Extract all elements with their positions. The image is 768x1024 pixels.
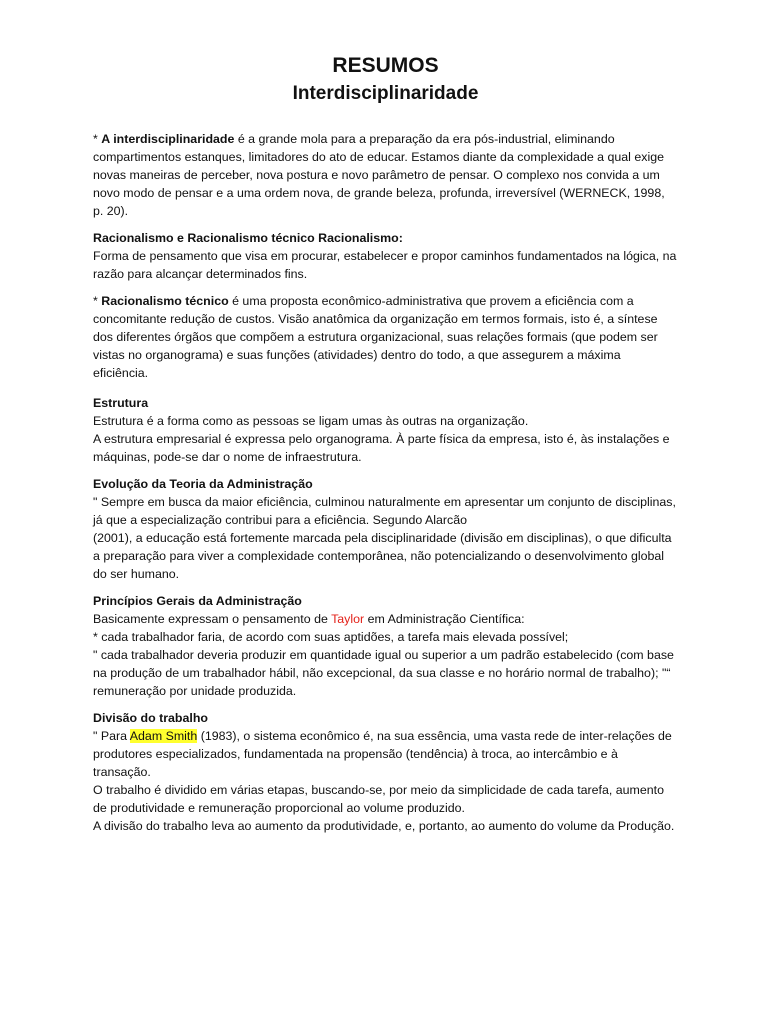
divisao-heading: Divisão do trabalho (93, 711, 208, 725)
racionalismo-tecnico-text: é uma proposta econômico-administrativa que provem a eficiência com a concomitante redução de custos. Visão anatômica da organização em termos formais, isto é, a síntese dos diferentes órgãos que compõem a estrutura organizacional, suas relações formais (que podem ser vistas no organograma) e suas funções (atividades) dentro do todo, a que assegurem a máxima eficiência. (93, 294, 658, 380)
racionalismo-tecnico-lead: Racionalismo técnico (101, 294, 229, 308)
principios-line-3: " cada trabalhador deveria produzir em quantidade igual ou superior a um padrão estabelecido (com base na produção de um trabalhador hábil, não excepcional, da sua classe e no horário normal de trabalho); "“ remuneração por unidade produzida. (93, 648, 674, 698)
divisao-line-2: O trabalho é dividido em várias etapas, buscando-se, por meio da simplicidade de cada tarefa, aumento de produtividade e remuneração proporcional ao volume produzido. (93, 783, 664, 815)
racionalismo-tecnico-prefix: * (93, 294, 102, 308)
intro-lead: A interdisciplinaridade (101, 132, 235, 146)
principios-heading: Princípios Gerais da Administração (93, 594, 302, 608)
principios-line-2: * cada trabalhador faria, de acordo com suas aptidões, a tarefa mais elevada possível; (93, 630, 569, 644)
racionalismo-heading: Racionalismo e Racionalismo técnico Racionalismo: (93, 231, 403, 245)
intro-text: é a grande mola para a preparação da era pós-industrial, eliminando compartimentos estanques, limitadores do ato de educar. Estamos diante da complexidade a qual exige novas maneiras de perceber, nova postura e novo parâmetro de pensar. O complexo nos convida a um novo modo de pensar e a uma ordem nova, de grande beleza, profunda, irreversível (WERNECK, 1998, p. 20). (93, 132, 665, 218)
document-subtitle: Interdisciplinaridade (292, 83, 479, 104)
estrutura-heading: Estrutura (93, 396, 149, 410)
evolucao-line-1: " Sempre em busca da maior eficiência, culminou naturalmente em apresentar um conjunto de disciplinas, já que a especialização contribui para a eficiência. Segundo Alarcão (93, 495, 676, 527)
divisao-line-1-after: (1983), o sistema econômico é, na sua essência, uma vasta rede de inter-relações de produtores especializados, fundamentada na propensão (tendência) à troca, ao intercâmbio e à transação. (93, 729, 672, 779)
section-evolucao (93, 475, 678, 583)
title-block (93, 52, 678, 108)
racionalismo-text: Forma de pensamento que visa em procurar, estabelecer e propor caminhos fundamentados na lógica, na razão para alcançar determinados fins. (93, 249, 677, 281)
adam-smith-highlight: Adam Smith (129, 729, 198, 743)
divisao-line-3: A divisão do trabalho leva ao aumento da produtividade, e, portanto, ao aumento do volume da Produção. (93, 819, 675, 833)
evolucao-line-2: (2001), a educação está fortemente marcada pela disciplinaridade (divisão em disciplinas), o que dificulta a preparação para viver a complexidade contemporânea, não potencializando o desenvolvimento global do ser humano. (93, 531, 672, 581)
principios-line-1 (93, 610, 678, 628)
divisao-line-1 (93, 727, 678, 781)
divisao-line-1-before: " Para (93, 729, 130, 743)
principios-line-1-before: Basicamente expressam o pensamento de (93, 612, 332, 626)
estrutura-line-2: A estrutura empresarial é expressa pelo organograma. À parte física da empresa, isto é, às instalações e máquinas, pode-se dar o nome de infraestrutura. (93, 432, 670, 464)
intro-prefix: * (93, 132, 102, 146)
document-title: RESUMOS (332, 54, 439, 77)
taylor-highlight: Taylor (331, 612, 365, 626)
evolucao-heading: Evolução da Teoria da Administração (93, 477, 313, 491)
principios-line-1-after: em Administração Científica: (364, 612, 525, 626)
section-intro (93, 130, 678, 220)
racionalismo-tecnico-paragraph (93, 292, 678, 382)
intro-paragraph (93, 130, 678, 220)
section-estrutura (93, 394, 678, 466)
section-racionalismo-tecnico (93, 292, 678, 382)
estrutura-line-1: Estrutura é a forma como as pessoas se ligam umas às outras na organização. (93, 414, 529, 428)
section-divisao (93, 709, 678, 835)
section-racionalismo (93, 229, 678, 283)
section-principios (93, 592, 678, 700)
